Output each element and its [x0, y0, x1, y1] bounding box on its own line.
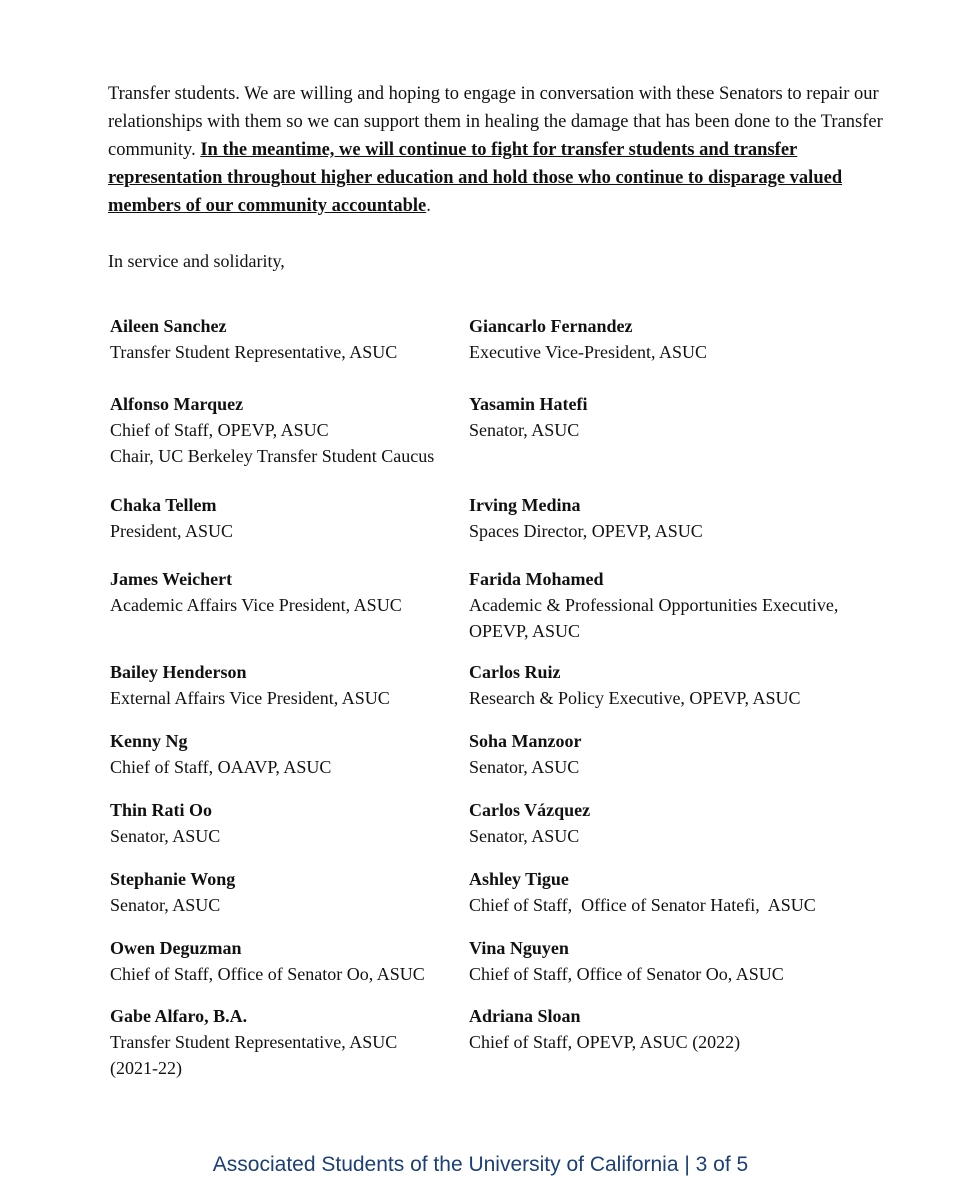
- signatory-block: [469, 866, 889, 918]
- signatory-title: Chief of Staff, Office of Senator Hatefi, ASUC: [469, 895, 816, 915]
- signatory-name: Ashley Tigue: [469, 869, 569, 889]
- signatory-title: Chief of Staff, OAAVP, ASUC: [110, 757, 332, 777]
- signatory-title: Executive Vice-President, ASUC: [469, 342, 708, 362]
- signatory-title: Senator, ASUC: [469, 826, 580, 846]
- signatory-block: [110, 797, 530, 849]
- signatory-title: Chief of Staff, OPEVP, ASUC (2022): [469, 1032, 741, 1052]
- signatory-block: [110, 728, 530, 780]
- signatory-block: [110, 659, 530, 711]
- signatory-block: [469, 566, 889, 644]
- signatory-block: [469, 391, 889, 443]
- signatory-name: Bailey Henderson: [110, 662, 247, 682]
- signatory-block: [469, 1003, 889, 1055]
- signatory-name: Giancarlo Fernandez: [469, 316, 633, 336]
- paragraph-end: .: [426, 196, 431, 216]
- signatory-block: [110, 492, 530, 544]
- signatory-name: Carlos Vázquez: [469, 800, 591, 820]
- signatory-name: Carlos Ruiz: [469, 662, 561, 682]
- signatory-name: Gabe Alfaro, B.A.: [110, 1006, 248, 1026]
- signatory-name: Kenny Ng: [110, 731, 188, 751]
- signatory-title: Research & Policy Executive, OPEVP, ASUC: [469, 688, 801, 708]
- signatory-block: [110, 866, 530, 918]
- paragraph-emphasis: In the meantime, we will continue to fight for transfer students and transfer representation throughout higher education and hold those who continue to disparage valued members of our community accountable: [108, 140, 843, 216]
- signatory-block: [110, 391, 530, 469]
- signatory-name: James Weichert: [110, 569, 233, 589]
- signatory-name: Adriana Sloan: [469, 1006, 581, 1026]
- signatory-name: Aileen Sanchez: [110, 316, 227, 336]
- signatory-name: Chaka Tellem: [110, 495, 217, 515]
- signatory-block: [469, 313, 889, 365]
- signatory-title: Chief of Staff, OPEVP, ASUC: [110, 420, 329, 440]
- page-footer: Associated Students of the University of California | 3 of 5: [212, 1153, 749, 1176]
- body-paragraph: [108, 80, 888, 220]
- signatory-title: Senator, ASUC: [110, 826, 221, 846]
- signatory-name: Soha Manzoor: [469, 731, 582, 751]
- signatory-title: Transfer Student Representative, ASUC: [110, 1032, 398, 1052]
- signatory-block: [469, 797, 889, 849]
- signatory-title: OPEVP, ASUC: [469, 621, 581, 641]
- signatory-title: Transfer Student Representative, ASUC: [110, 342, 398, 362]
- signatory-title: President, ASUC: [110, 521, 234, 541]
- signatory-name: Irving Medina: [469, 495, 581, 515]
- signatory-title: Academic & Professional Opportunities Executive,: [469, 595, 839, 615]
- signatory-block: [110, 566, 530, 618]
- signatory-title: Chief of Staff, Office of Senator Oo, ASUC: [469, 964, 784, 984]
- signatory-block: [110, 935, 530, 987]
- signatory-block: [110, 313, 530, 365]
- signatory-block: [469, 659, 889, 711]
- signatory-block: [469, 935, 889, 987]
- signatory-name: Alfonso Marquez: [110, 394, 244, 414]
- signatory-block: [110, 1003, 530, 1081]
- signatory-title: Chief of Staff, Office of Senator Oo, ASUC: [110, 964, 425, 984]
- signatory-name: Yasamin Hatefi: [469, 394, 588, 414]
- signatory-title: (2021-22): [110, 1058, 182, 1078]
- signatory-name: Vina Nguyen: [469, 938, 569, 958]
- signatory-title: External Affairs Vice President, ASUC: [110, 688, 390, 708]
- signatory-title: Spaces Director, OPEVP, ASUC: [469, 521, 703, 541]
- signatory-name: Stephanie Wong: [110, 869, 236, 889]
- signatory-title: Senator, ASUC: [469, 757, 580, 777]
- signatory-block: [469, 728, 889, 780]
- signatory-block: [469, 492, 889, 544]
- closing-line: In service and solidarity,: [108, 251, 285, 271]
- signatory-title: Academic Affairs Vice President, ASUC: [110, 595, 402, 615]
- paragraph-text: Transfer students. We are willing and hoping to engage in conversation with these Senators to repair our relationships with them so we can support them in healing the damage that has been done to the Transfer community.: [108, 84, 883, 160]
- signatory-name: Thin Rati Oo: [110, 800, 213, 820]
- signatory-title: Senator, ASUC: [469, 420, 580, 440]
- signatory-name: Owen Deguzman: [110, 938, 242, 958]
- signatory-name: Farida Mohamed: [469, 569, 604, 589]
- signatory-title: Chair, UC Berkeley Transfer Student Caucus: [110, 446, 435, 466]
- signatory-title: Senator, ASUC: [110, 895, 221, 915]
